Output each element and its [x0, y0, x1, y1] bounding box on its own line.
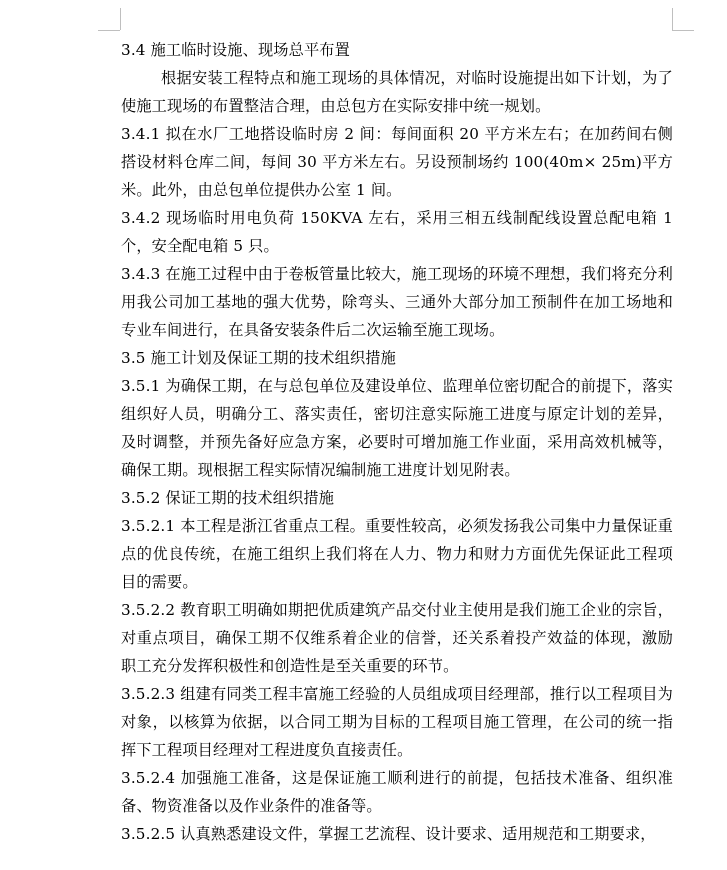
section-heading-3-5-2: 3.5.2 保证工期的技术组织措施: [121, 489, 335, 507]
section-heading-3-5: 3.5 施工计划及保证工期的技术组织措施: [121, 349, 396, 367]
paragraph-3-5-2-4: 3.5.2.4 加强施工准备，这是保证施工顺利进行的前提，包括技术准备、组织准备、物资准备以及作业条件的准备等。: [121, 769, 673, 815]
paragraph-3-4-intro: 根据安装工程特点和施工现场的具体情况，对临时设施提出如下计划，为了使施工现场的布置整洁合理，由总包方在实际安排中统一规划。: [121, 69, 673, 115]
crop-mark-top-left-vertical: [120, 8, 121, 30]
paragraph-3-5-2-2: 3.5.2.2 教育职工明确如期把优质建筑产品交付业主使用是我们施工企业的宗旨，对重点项目，确保工期不仅维系着企业的信誉，还关系着投产效益的体现，激励职工充分发挥积极性和创造性是至关重要的环节。: [121, 601, 673, 675]
crop-mark-top-right-vertical: [672, 8, 673, 30]
paragraph-3-5-1: 3.5.1 为确保工期，在与总包单位及建设单位、监理单位密切配合的前提下，落实组织好人员，明确分工、落实责任，密切注意实际施工进度与原定计划的差异，及时调整，并预先备好应急方案，必要时可增加施工作业面，采用高效机械等，确保工期。现根据工程实际情况编制施工进度计划见附表。: [121, 377, 673, 479]
paragraph-3-5-2-3: 3.5.2.3 组建有同类工程丰富施工经验的人员组成项目经理部，推行以工程项目为对象，以核算为依据，以合同工期为目标的工程项目施工管理，在公司的统一指挥下工程项目经理对工程进度负直接责任。: [121, 685, 673, 759]
paragraph-3-5-2-1: 3.5.2.1 本工程是浙江省重点工程。重要性较高，必须发扬我公司集中力量保证重点的优良传统，在施工组织上我们将在人力、物力和财力方面优先保证此工程项目的需要。: [121, 517, 673, 591]
crop-mark-top-right-horizontal: [672, 30, 694, 31]
paragraph-3-4-2: 3.4.2 现场临时用电负荷 150KVA 左右，采用三相五线制配线设置总配电箱 1 个，安全配电箱 5 只。: [121, 209, 673, 255]
paragraph-3-4-1: 3.4.1 拟在水厂工地搭设临时房 2 间：每间面积 20 平方米左右；在加药间右侧搭设材料仓库二间，每间 30 平方米左右。另设预制场约 100(40m× 25m)平方米。此外，由总包单位提供办公室 1 间。: [121, 125, 673, 199]
crop-mark-top-left-horizontal: [98, 30, 120, 31]
paragraph-3-4-3: 3.4.3 在施工过程中由于卷板管量比较大，施工现场的环境不理想，我们将充分利用我公司加工基地的强大优势，除弯头、三通外大部分加工预制件在加工场地和专业车间进行，在具备安装条件后二次运输至施工现场。: [121, 265, 673, 339]
document-body: [121, 36, 673, 848]
section-heading-3-4: 3.4 施工临时设施、现场总平布置: [121, 41, 350, 59]
paragraph-3-5-2-5: 3.5.2.5 认真熟悉建设文件，掌握工艺流程、设计要求、适用规范和工期要求，: [121, 825, 656, 843]
